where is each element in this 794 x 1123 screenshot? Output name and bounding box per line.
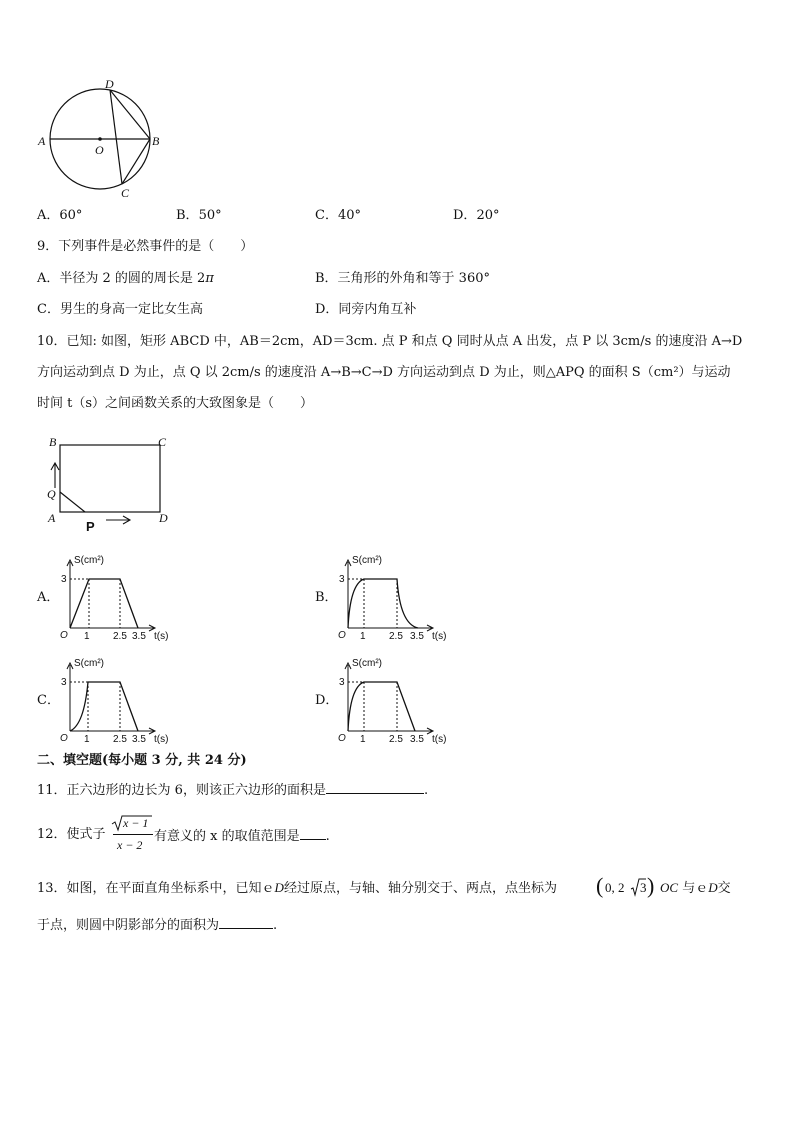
label-B: B — [152, 134, 160, 148]
q9-option-b: B．三角形的外角和等于 360° — [315, 271, 490, 286]
q13-line2: 于点，则圆中阴影部分的面积为 . — [37, 918, 278, 933]
tick-1: 1 — [84, 734, 90, 745]
q10-option-c: C． — [37, 693, 60, 708]
y-axis-label: S(cm²) — [352, 555, 382, 566]
tick-2.5: 2.5 — [113, 631, 127, 642]
tick-3.5: 3.5 — [132, 631, 146, 642]
tick-2.5: 2.5 — [389, 734, 403, 745]
q12-suffix: 有意义的 x 的取值范围是 . — [154, 829, 330, 844]
paren-right: ) — [647, 873, 655, 898]
q9-option-c: C．男生的身高一定比女生高 — [37, 302, 203, 317]
q10-line1: 10．已知: 如图，矩形 ABCD 中，AB＝2cm，AD＝3cm. 点 P 和点 Q 同时从点 A 出发，点 P 以 3cm/s 的速度沿 A→D — [37, 334, 743, 349]
denominator: x − 2 — [117, 838, 143, 852]
tick-3.5: 3.5 — [410, 734, 424, 745]
q9-stem: 9．下列事件是必然事件的是（ ） — [37, 239, 254, 254]
q9-option-a: A．半径为 2 的圆的周长是 2π — [37, 271, 214, 286]
q8-option-b: B．50° — [176, 208, 222, 223]
curve — [70, 682, 138, 731]
label-D: D — [105, 77, 114, 91]
q11-answer-blank[interactable] — [326, 781, 424, 794]
curve — [348, 682, 415, 731]
rect-label-Q: Q — [47, 487, 56, 501]
graph-a — [58, 550, 188, 640]
y-axis-label: S(cm²) — [352, 658, 382, 669]
rect-label-D: D — [159, 511, 168, 525]
curve — [348, 579, 418, 628]
tick-3: 3 — [339, 677, 345, 688]
tick-1: 1 — [84, 631, 90, 642]
tick-3: 3 — [61, 677, 67, 688]
y-axis-label: S(cm²) — [74, 658, 104, 669]
chord-DC — [110, 90, 122, 184]
origin-label: O — [60, 733, 68, 744]
graph-c — [58, 653, 188, 743]
tick-1: 1 — [360, 734, 366, 745]
q10-option-a: A． — [37, 590, 60, 605]
origin-label: O — [60, 630, 68, 641]
q10-line3: 时间 t（s）之间函数关系的大致图象是（ ） — [37, 396, 314, 411]
rect-label-C: C — [158, 435, 167, 449]
rectangle-ABCD — [60, 445, 160, 512]
rect-label-P: P — [86, 519, 95, 534]
graph-d — [336, 653, 466, 743]
q12-answer-blank[interactable] — [300, 827, 326, 840]
q11: 11．正六边形的边长为 6，则该正六边形的面积是 . — [37, 783, 429, 798]
tick-2.5: 2.5 — [113, 734, 127, 745]
y-axis-label: S(cm²) — [74, 555, 104, 566]
label-A: A — [38, 134, 46, 148]
label-O: O — [95, 143, 104, 157]
q8-option-d: D．20° — [453, 208, 500, 223]
segment-QP — [60, 492, 85, 512]
center-point — [98, 137, 102, 141]
rect-label-A: A — [48, 511, 56, 525]
sqrt-radicand: 3 — [640, 880, 647, 895]
q9-option-d: D．同旁内角互补 — [315, 302, 417, 317]
tick-1: 1 — [360, 631, 366, 642]
graph-b — [336, 550, 466, 640]
tick-3.5: 3.5 — [132, 734, 146, 745]
q12-prefix: 12．使式子 — [37, 827, 106, 842]
label-C: C — [121, 186, 130, 200]
tick-2.5: 2.5 — [389, 631, 403, 642]
chord-CB — [122, 139, 150, 184]
q10-line2: 方向运动到点 D 为止，点 Q 以 2cm/s 的速度沿 A→B→C→D 方向运动到点 D 为止，则△APQ 的面积 S（cm²）与运动 — [37, 365, 731, 380]
section-title: 二、填空题(每小题 3 分, 共 24 分) — [37, 753, 247, 768]
tick-3: 3 — [339, 574, 345, 585]
x-axis-label: t(s) — [154, 631, 169, 642]
tick-3.5: 3.5 — [410, 631, 424, 642]
curve — [70, 579, 138, 628]
q12-fraction — [111, 814, 153, 856]
q13-line1: 13．如图，在平面直角坐标系中，已知ｅD经过原点，与轴、轴分别交于、两点，点坐标为 — [37, 880, 557, 896]
origin-label: O — [338, 630, 346, 641]
q8-circle-figure — [30, 72, 170, 202]
fraction-bar — [113, 834, 153, 835]
rect-label-B: B — [49, 435, 57, 449]
tick-3: 3 — [61, 574, 67, 585]
q8-option-a: A．60° — [37, 208, 83, 223]
x-axis-label: t(s) — [432, 734, 447, 745]
q13-line1-tail: OC 与ｅD交 — [660, 880, 731, 896]
q13-answer-blank[interactable] — [219, 916, 273, 929]
origin-label: O — [338, 733, 346, 744]
numerator: x − 1 — [123, 816, 149, 830]
x-axis-label: t(s) — [154, 734, 169, 745]
q8-option-c: C．40° — [315, 208, 361, 223]
x-axis-label: t(s) — [432, 631, 447, 642]
q10-option-b: B． — [315, 590, 338, 605]
paren-left: ( — [596, 873, 604, 898]
coord-text: 0, 2 — [605, 880, 625, 895]
q13-coordinate — [596, 873, 654, 901]
q10-option-d: D． — [315, 693, 339, 708]
